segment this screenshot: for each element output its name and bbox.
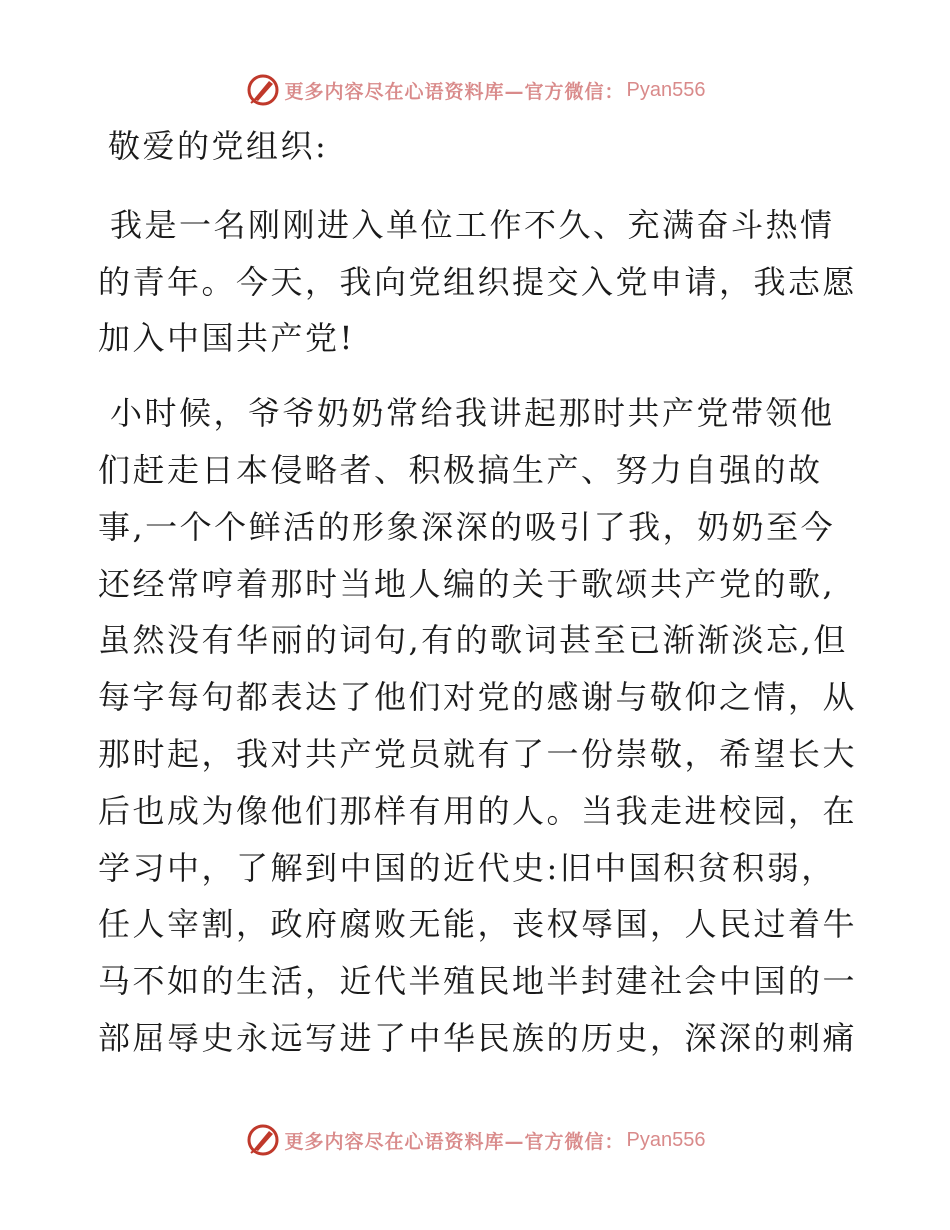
- salutation: 敬爱的党组织:: [108, 127, 329, 165]
- quill-logo-icon: [245, 72, 281, 108]
- header-banner: [0, 68, 950, 112]
- header-banner-text: 更多内容尽在心语资料库—官方微信：: [284, 80, 625, 103]
- letter-body: [98, 118, 858, 1085]
- quill-logo-icon: [245, 1122, 281, 1158]
- footer-banner-text: 更多内容尽在心语资料库—官方微信：: [284, 1130, 625, 1153]
- paragraph-2: 小时候，爷爷奶奶常给我讲起那时共产党带领他们赶走日本侵略者、积极搞生产、努力自强的故事,一个个鲜活的形象深深的吸引了我，奶奶至今还经常哼着那时当地人编的关于歌颂共产党的歌,虽然没有华丽的词句,有的歌词甚至已渐渐淡忘,但每字每句都表达了他们对党的感谢与敬仰之情，从那时起，我对共产党员就有了一份崇敬，希望长大后也成为像他们那样有用的人。当我走进校园，在学习中，了解到中国的近代史:旧中国积贫积弱，任人宰割，政府腐败无能，丧权辱国，人民过着牛马不如的生活，近代半殖民地半封建社会中国的一部屈辱史永远写进了中华民族的历史，深深的刺痛: [98, 394, 858, 1057]
- header-wechat-id: Pyan556: [626, 78, 706, 101]
- paragraph-1: 我是一名刚刚进入单位工作不久、充满奋斗热情的青年。今天，我向党组织提交入党申请，我志愿加入中国共产党!: [98, 205, 858, 358]
- footer-banner: [0, 1118, 950, 1162]
- footer-wechat-id: Pyan556: [626, 1128, 706, 1151]
